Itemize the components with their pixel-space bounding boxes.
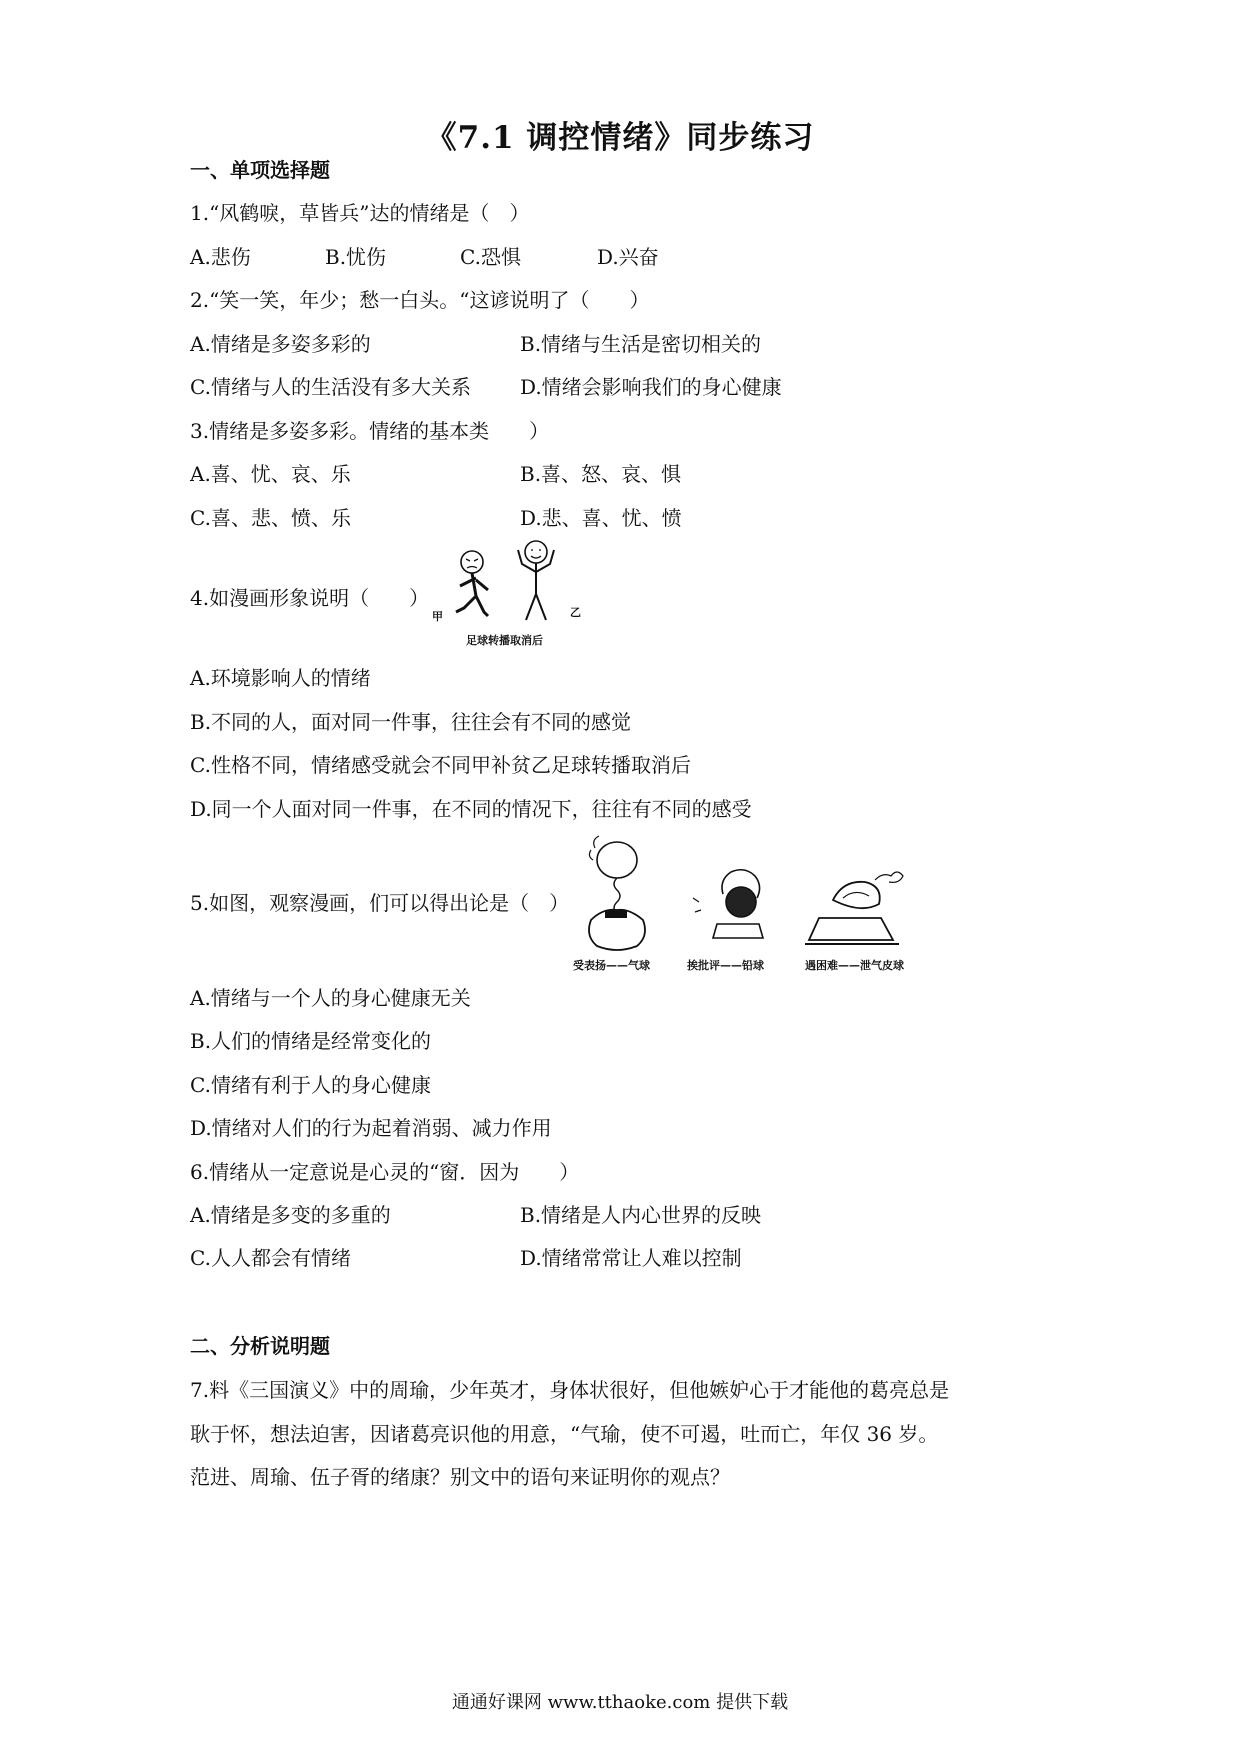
page-title: 《7.1 调控情绪》同步练习 [425, 120, 815, 156]
section-heading-choice: 一、单项选择题 [190, 158, 330, 182]
question-2-option-a: A.情绪是多姿多彩的 [190, 332, 371, 356]
question-5-option-d: D.情绪对人们的行为起着消弱、减力作用 [190, 1116, 552, 1140]
question-3-option-c: C.喜、悲、愤、乐 [190, 506, 351, 530]
figure-label-yi: 乙 [570, 606, 581, 619]
question-1-option-b: B.忧伤 [325, 245, 387, 269]
question-5-stem: 5.如图，观察漫画，们可以得出论是（ ） [190, 891, 570, 915]
question-3-stem: 3.情绪是多姿多彩。情绪的基本类 ） [190, 419, 550, 443]
question-2-stem: 2.“笑一笑，年少；愁一白头。“这谚说明了（ ） [190, 288, 650, 312]
question-1-stem: 1.“风鹤唳，草皆兵”达的情绪是（ ） [190, 201, 530, 225]
question-5-option-c: C.情绪有利于人的身心健康 [190, 1073, 431, 1097]
question-3-option-d: D.悲、喜、忧、愤 [520, 506, 682, 530]
section-heading-analysis: 二、分析说明题 [190, 1334, 330, 1358]
question-1-option-c: C.恐惧 [460, 245, 521, 269]
figure-caption-soccer: 足球转播取消后 [466, 634, 543, 647]
analysis-line-3: 范进、周瑜、伍子胥的绪康？别文中的语句来证明你的观点？ [190, 1465, 730, 1489]
question-4-stem: 4.如漫画形象说明（ ） [190, 586, 430, 610]
ball-cartoons-illustration [565, 828, 915, 956]
question-6-option-b: B.情绪是人内心世界的反映 [520, 1203, 762, 1227]
cartoon-figure-soccer [430, 538, 590, 650]
analysis-line-1: 7.料《三国演义》中的周瑜，少年英才，身体状很好，但他嫉妒心于才能他的葛亮总是 [190, 1378, 950, 1402]
question-1-option-a: A.悲伤 [190, 245, 251, 269]
question-6-option-c: C.人人都会有情绪 [190, 1246, 351, 1270]
question-3-option-b: B.喜、怒、哀、惧 [520, 462, 682, 486]
figure-label-jia: 甲 [432, 610, 443, 623]
question-4-option-b: B.不同的人，面对同一件事，往往会有不同的感觉 [190, 710, 632, 734]
question-5-option-b: B.人们的情绪是经常变化的 [190, 1029, 432, 1053]
question-4-option-d: D.同一个人面对同一件事，在不同的情况下，往往有不同的感受 [190, 797, 752, 821]
analysis-line-2: 耿于怀，想法迫害，因诸葛亮识他的用意，“气瑜，使不可遏，吐而亡，年仅 36 岁。 [190, 1422, 939, 1446]
question-1-option-d: D.兴奋 [597, 245, 659, 269]
cartoon-figure-balls [565, 828, 915, 973]
question-6-stem: 6.情绪从一定意说是心灵的“窗．因为 ） [190, 1160, 580, 1184]
question-5-option-a: A.情绪与一个人的身心健康无关 [190, 986, 471, 1010]
question-2-option-c: C.情绪与人的生活没有多大关系 [190, 375, 471, 399]
question-2-option-d: D.情绪会影响我们的身心健康 [520, 375, 782, 399]
question-6-option-d: D.情绪常常让人难以控制 [520, 1246, 742, 1270]
question-2-option-b: B.情绪与生活是密切相关的 [520, 332, 762, 356]
question-4-option-a: A.环境影响人的情绪 [190, 666, 371, 690]
question-3-option-a: A.喜、忧、哀、乐 [190, 462, 351, 486]
question-4-option-c: C.性格不同，情绪感受就会不同甲补贫乙足球转播取消后 [190, 753, 691, 777]
figure-caption-shotput: 挨批评——铅球 [687, 959, 764, 972]
page-footer: 通通好课网 www.tthaoke.com 提供下载 [451, 1692, 789, 1713]
stick-figures-illustration [430, 538, 590, 636]
figure-caption-balloon: 受表扬——气球 [573, 959, 650, 972]
figure-caption-deflated-ball: 遇困难——泄气皮球 [805, 959, 904, 972]
question-6-option-a: A.情绪是多变的多重的 [190, 1203, 391, 1227]
